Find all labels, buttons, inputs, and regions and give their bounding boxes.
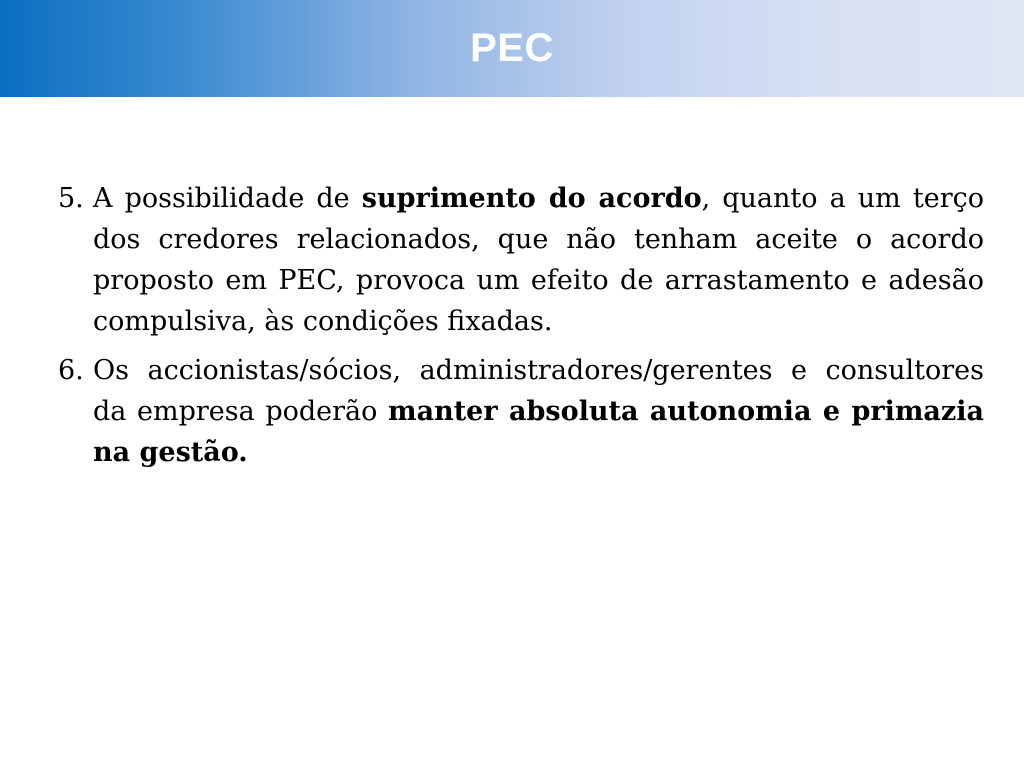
list-item-text: Os accionistas/sócios, administradores/gerentes e consultores da empresa poderão xyxy=(93,355,984,427)
list-item-text: A possibilidade de xyxy=(93,183,362,214)
slide-body xyxy=(58,178,984,481)
list-item-bold-text: manter absoluta autonomia e primazia na gestão. xyxy=(93,396,984,468)
list-item-number: 6. xyxy=(58,355,84,386)
title-bar xyxy=(0,0,1024,97)
list-item-text-after: , quanto a um terço dos credores relacionados, que não tenham aceite o acordo proposto em PEC, provoca um efeito de arrastamento e adesão compulsiva, às condições fixadas. xyxy=(93,183,984,337)
list-item xyxy=(58,178,984,342)
list-item-bold-text: suprimento do acordo xyxy=(361,183,702,214)
list-item-number: 5. xyxy=(58,183,84,214)
list-item xyxy=(58,350,984,473)
slide-title: PEC xyxy=(470,26,554,70)
